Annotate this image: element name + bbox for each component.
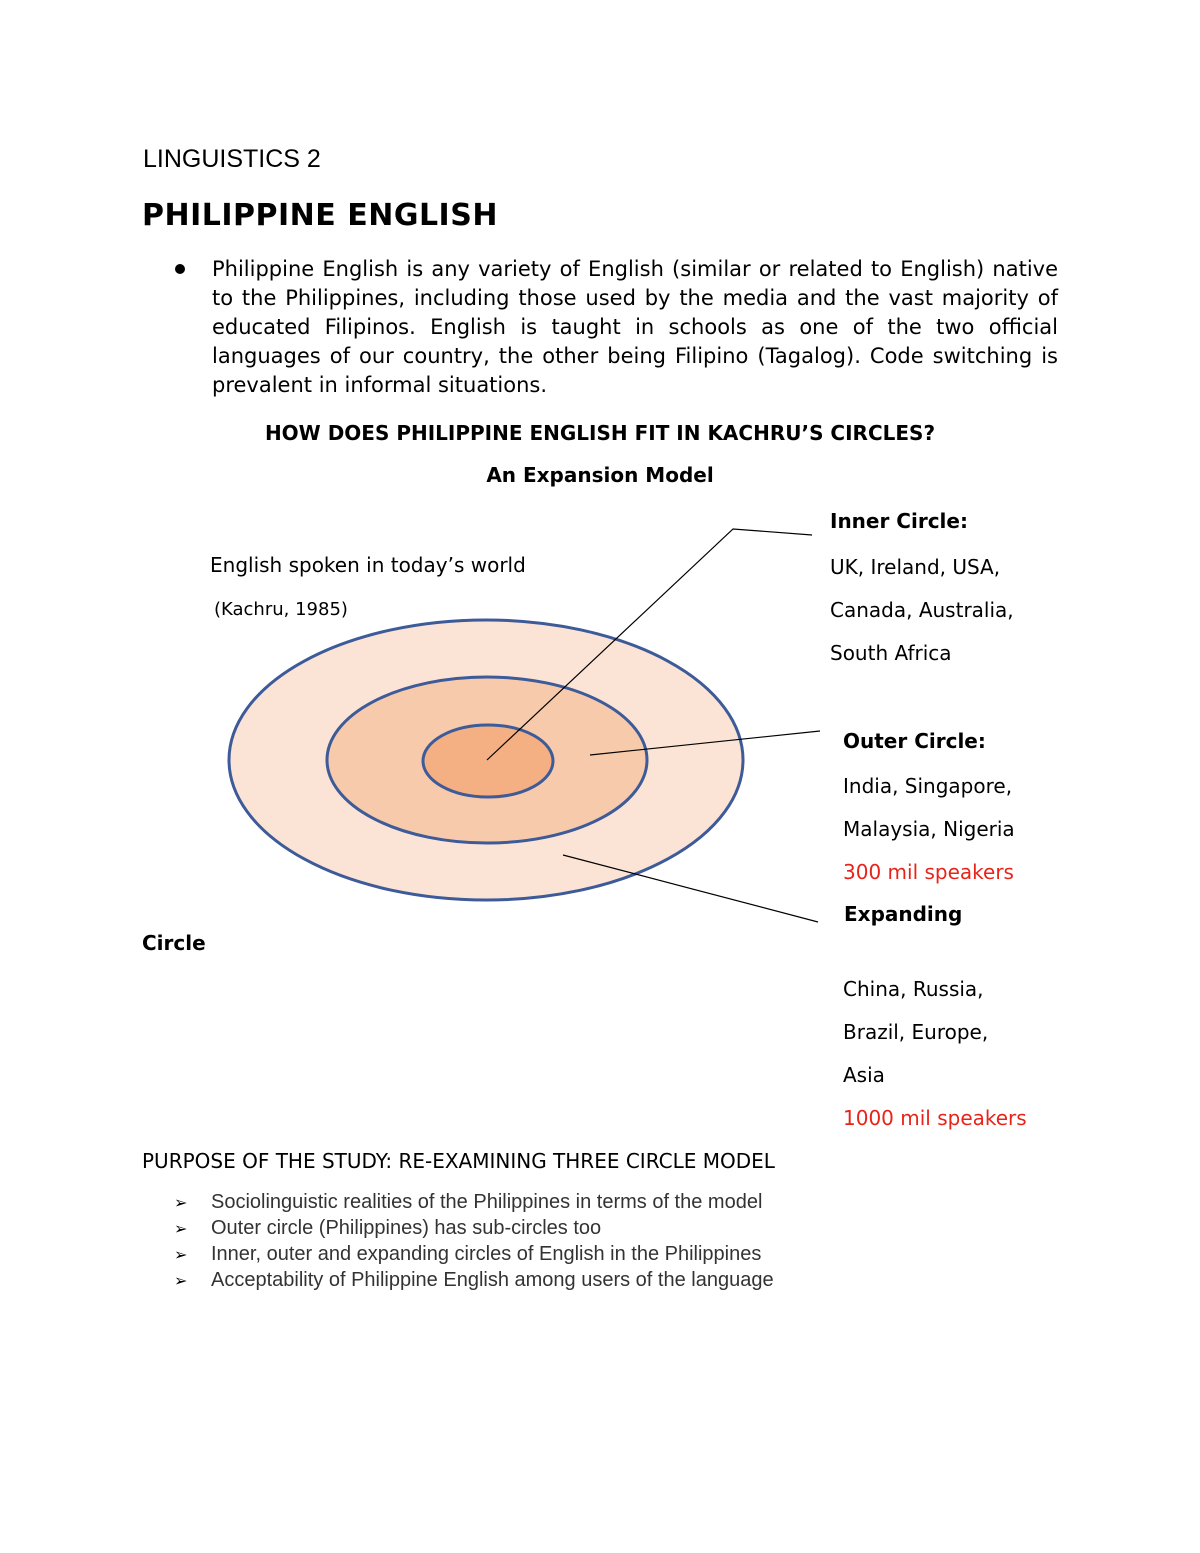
course-title: LINGUISTICS 2 [143,145,321,173]
list-item [174,1241,774,1267]
list-item [174,1267,774,1293]
arrow-bullet-icon: ➢ [174,1195,188,1212]
list-item-text: Inner, outer and expanding circles of English in the Philippines [211,1243,762,1265]
inner-circle-ellipse [423,725,553,797]
arrow-bullet-icon: ➢ [174,1247,188,1264]
list-item [174,1215,774,1241]
inner-circle-label: Inner Circle: [830,509,968,533]
inner-circle-countries: UK, Ireland, USA, [830,555,1001,579]
list-item [174,1189,774,1215]
model-title: An Expansion Model [486,463,714,487]
outer-circle-speakers: 300 mil speakers [843,860,1014,884]
expanding-leader-line [563,855,818,922]
arrow-bullet-icon: ➢ [174,1221,188,1238]
expanding-circle-countries: Asia [843,1063,885,1087]
intro-paragraph: Philippine English is any variety of English (similar or related to English) native to the Philippines, including those used by the media and the vast majority of educated Filipinos. English is taught in schools as one of the two official languages of our country, the other being Filipino (Tagalog). Code switching is prevalent in informal situations. [212,257,1058,397]
inner-circle-countries: South Africa [830,641,952,665]
expanding-circle-label: Expanding [844,902,963,926]
outer-circle-countries: Malaysia, Nigeria [843,817,1015,841]
page-title: PHILIPPINE ENGLISH [142,198,498,233]
list-item-text: Acceptability of Philippine English among users of the language [211,1269,774,1291]
expanding-circle-speakers: 1000 mil speakers [843,1106,1027,1130]
section-question: HOW DOES PHILIPPINE ENGLISH FIT IN KACHRU’S CIRCLES? [264,421,936,445]
arrow-bullet-icon: ➢ [174,1273,188,1290]
inner-circle-countries: Canada, Australia, [830,598,1014,622]
expanding-circle-countries: Brazil, Europe, [843,1020,989,1044]
outer-circle-label: Outer Circle: [843,729,986,753]
list-item-text: Sociolinguistic realities of the Philippines in terms of the model [211,1191,763,1213]
purpose-heading: PURPOSE OF THE STUDY: RE-EXAMINING THREE CIRCLE MODEL [142,1149,775,1173]
list-item-text: Outer circle (Philippines) has sub-circles too [211,1217,602,1239]
diagram-citation: (Kachru, 1985) [214,599,348,620]
expanding-circle-countries: China, Russia, [843,977,984,1001]
expanding-circle-label-continued: Circle [142,931,206,955]
diagram-caption: English spoken in today’s world [210,553,526,577]
purpose-list [174,1189,774,1293]
outer-circle-countries: India, Singapore, [843,774,1013,798]
